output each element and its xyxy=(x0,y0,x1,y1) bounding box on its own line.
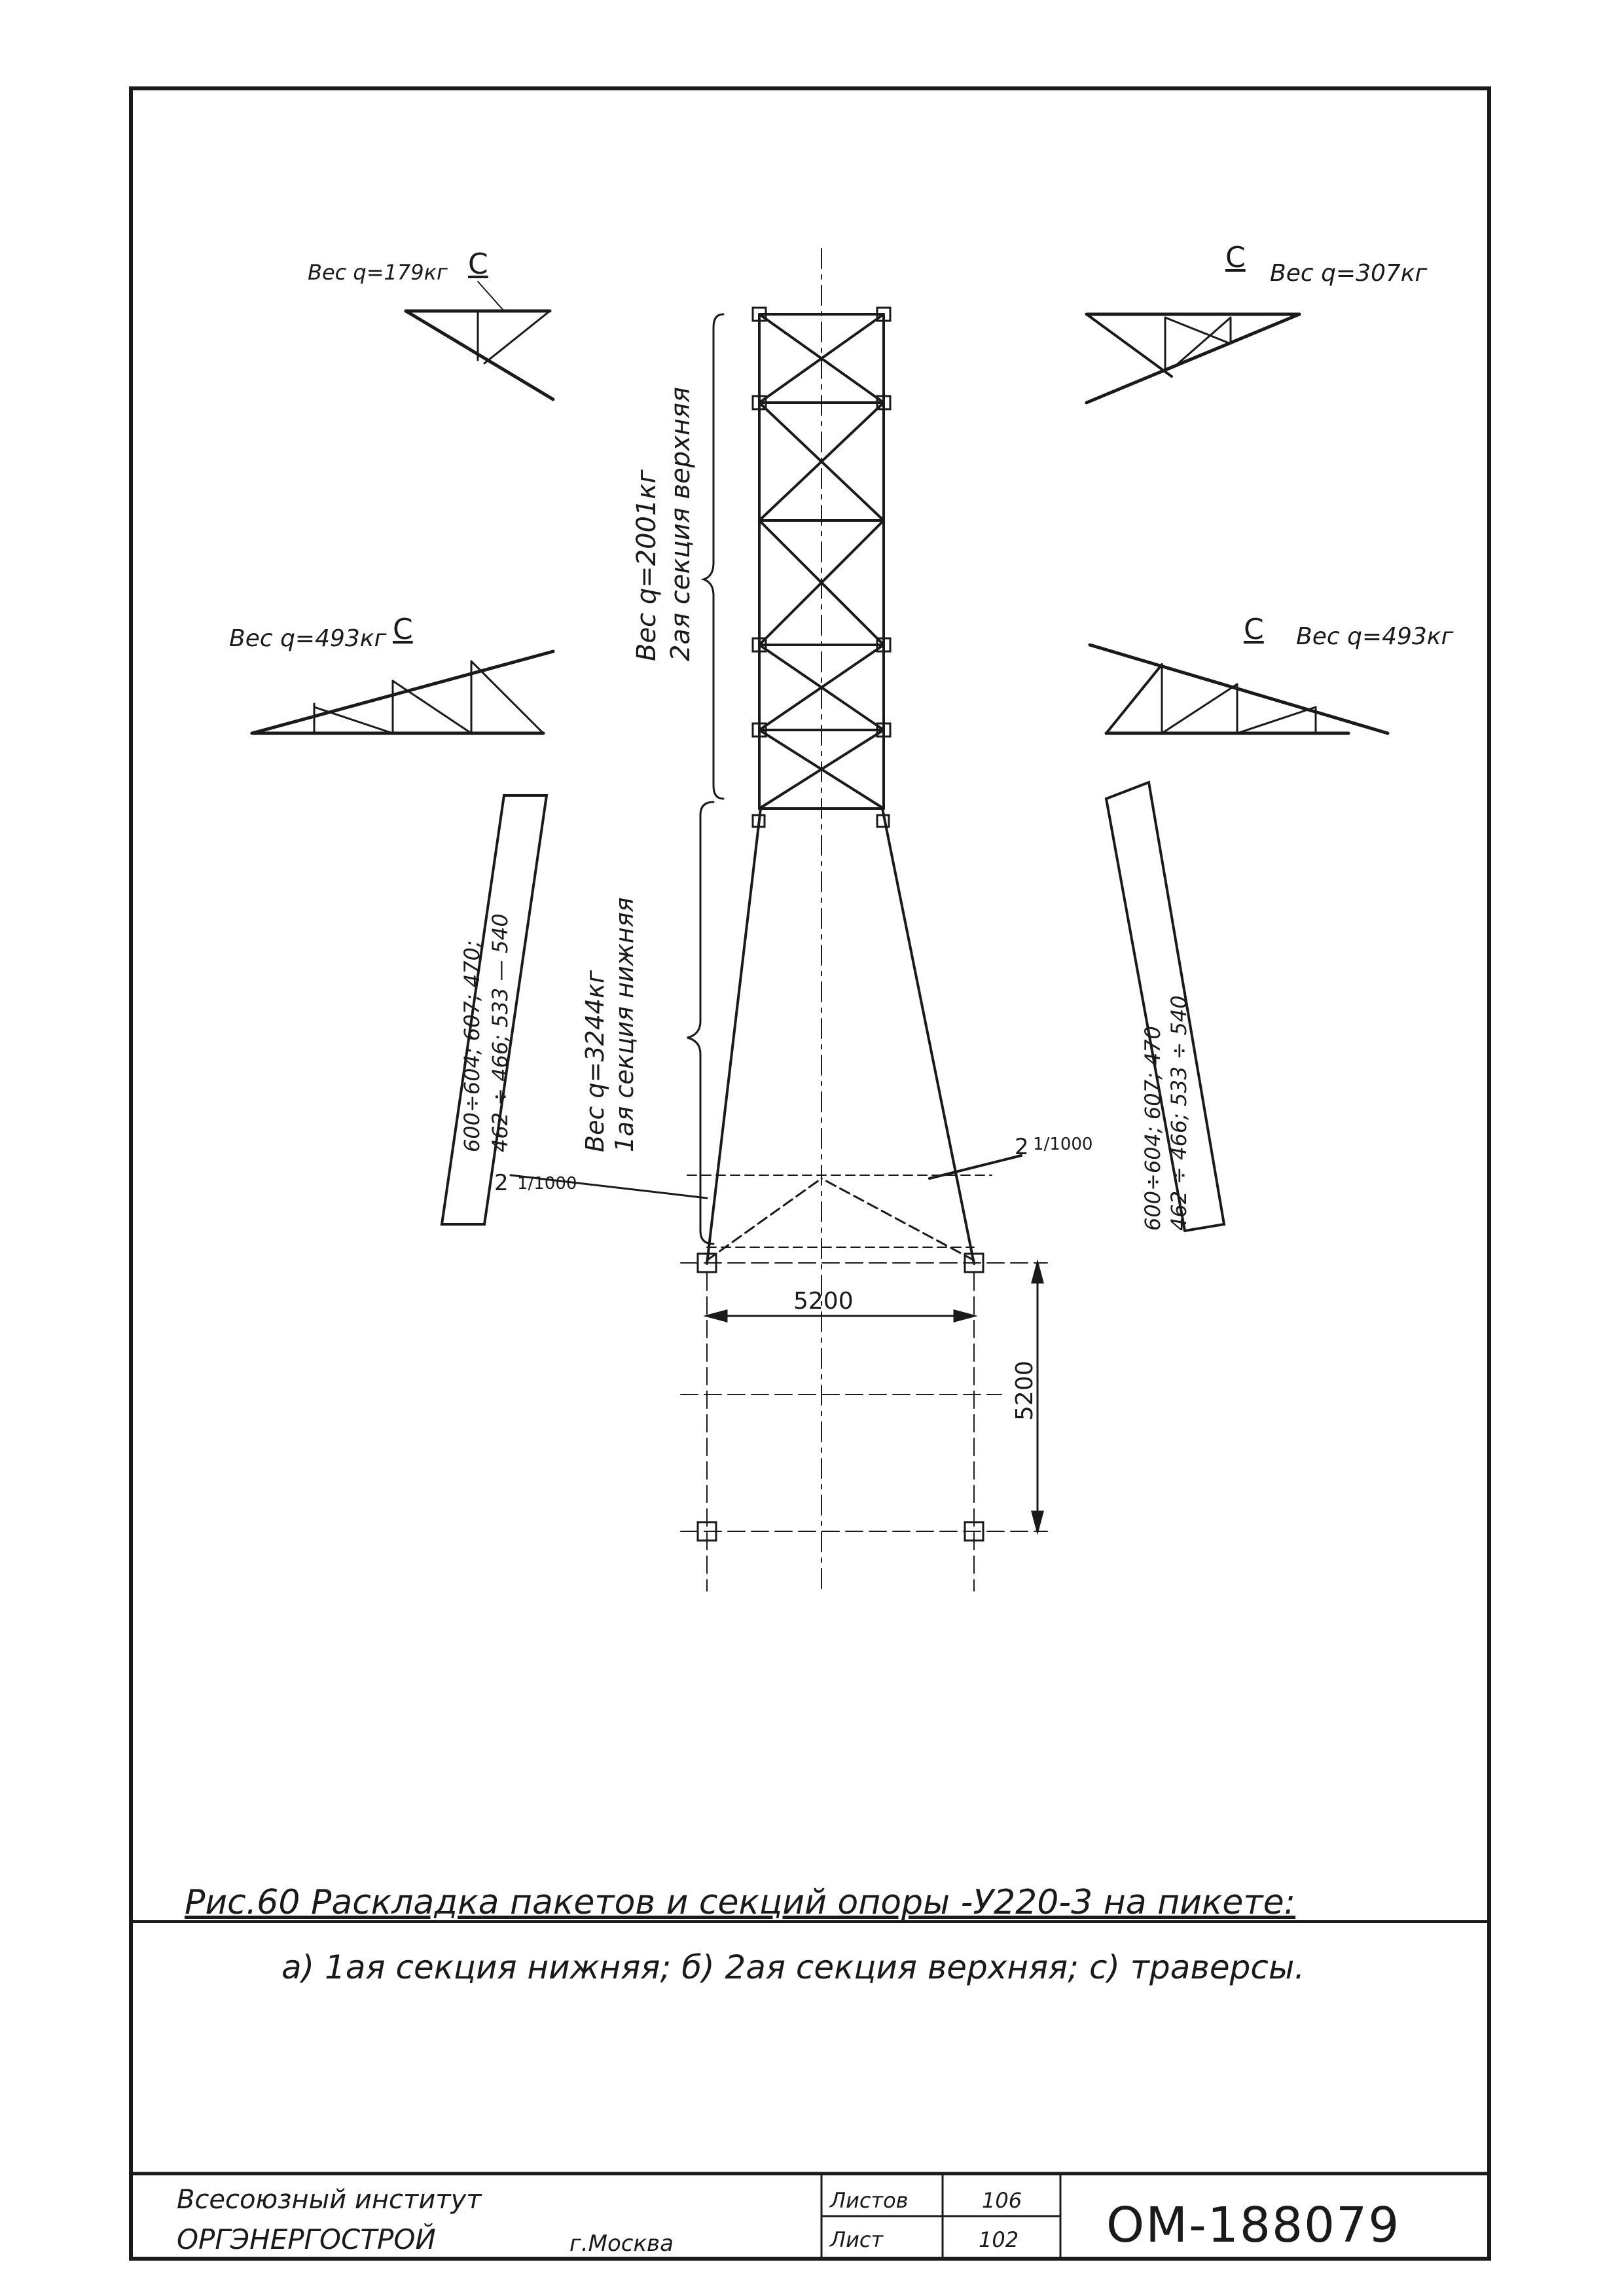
mark-right-ratio: 1/1000 xyxy=(1033,1135,1093,1154)
lower-section-brace xyxy=(687,802,713,1244)
traverse-top-left xyxy=(406,282,553,399)
weight-top-right: Вес q=307кг xyxy=(1270,260,1428,287)
lower-section-label: 1ая секция нижняя xyxy=(610,897,639,1152)
figure-caption-title: Рис.60 Раскладка пакетов и секций опоры -У220-3 на пикете: xyxy=(185,1883,1296,1922)
box-right-line1: 600÷604; 607; 470 xyxy=(1140,1025,1165,1231)
traverse-label-top-left: С xyxy=(468,247,488,281)
mark-right-number: 2 xyxy=(1015,1134,1029,1160)
title-block-sheets-label: Листов xyxy=(830,2188,909,2213)
bolt-box-right xyxy=(1106,782,1224,1231)
title-block-sheets-value: 106 xyxy=(982,2188,1022,2213)
title-block-organization-name: ОРГЭНЕРГОСТРОЙ xyxy=(177,2223,436,2255)
mark-left-number: 2 xyxy=(494,1170,509,1196)
foundation-plan xyxy=(681,1254,1047,1591)
title-block-organization: Всесоюзный институт xyxy=(177,2185,482,2215)
dimension-horizontal: 5200 xyxy=(793,1288,854,1315)
traverse-label-mid-left: С xyxy=(393,613,413,646)
upper-section-weight: Вес q=2001кг xyxy=(632,469,662,661)
weight-top-left: Вес q=179кг xyxy=(308,260,448,285)
lower-section-weight: Вес q=3244кг xyxy=(581,970,609,1152)
title-block-city: г.Москва xyxy=(569,2231,674,2257)
mark-left-ratio: 1/1000 xyxy=(517,1174,577,1194)
traverse-top-right xyxy=(1087,314,1299,403)
box-left-line1: 600÷604; 607; 470; xyxy=(460,940,484,1152)
title-block-sheet-label: Лист xyxy=(830,2227,884,2252)
box-left-line2: 462 ÷ 466; 533 — 540 xyxy=(488,913,513,1152)
title-block-sheet-value: 102 xyxy=(979,2227,1019,2252)
traverse-middle-left xyxy=(252,651,553,733)
traverse-label-mid-right: С xyxy=(1244,613,1264,646)
lower-section-legs xyxy=(687,809,992,1264)
figure-caption-legend: а) 1ая секция нижняя; б) 2ая секция верхняя; с) траверсы. xyxy=(281,1948,1305,1986)
weight-mid-left: Вес q=493кг xyxy=(229,625,387,652)
traverse-label-top-right: С xyxy=(1225,241,1246,274)
weight-mid-right: Вес q=493кг xyxy=(1296,623,1454,650)
traverse-middle-right xyxy=(1090,645,1388,733)
sheet-frame xyxy=(131,88,1489,2259)
box-right-line2: 462 ÷ 466; 533 ÷ 540. xyxy=(1166,989,1191,1231)
title-block-document-number: ОМ-188079 xyxy=(1106,2197,1401,2253)
dimension-vertical: 5200 xyxy=(1011,1360,1038,1421)
upper-section-label: 2ая секция верхняя xyxy=(666,386,696,661)
upper-section-brace xyxy=(704,314,723,799)
